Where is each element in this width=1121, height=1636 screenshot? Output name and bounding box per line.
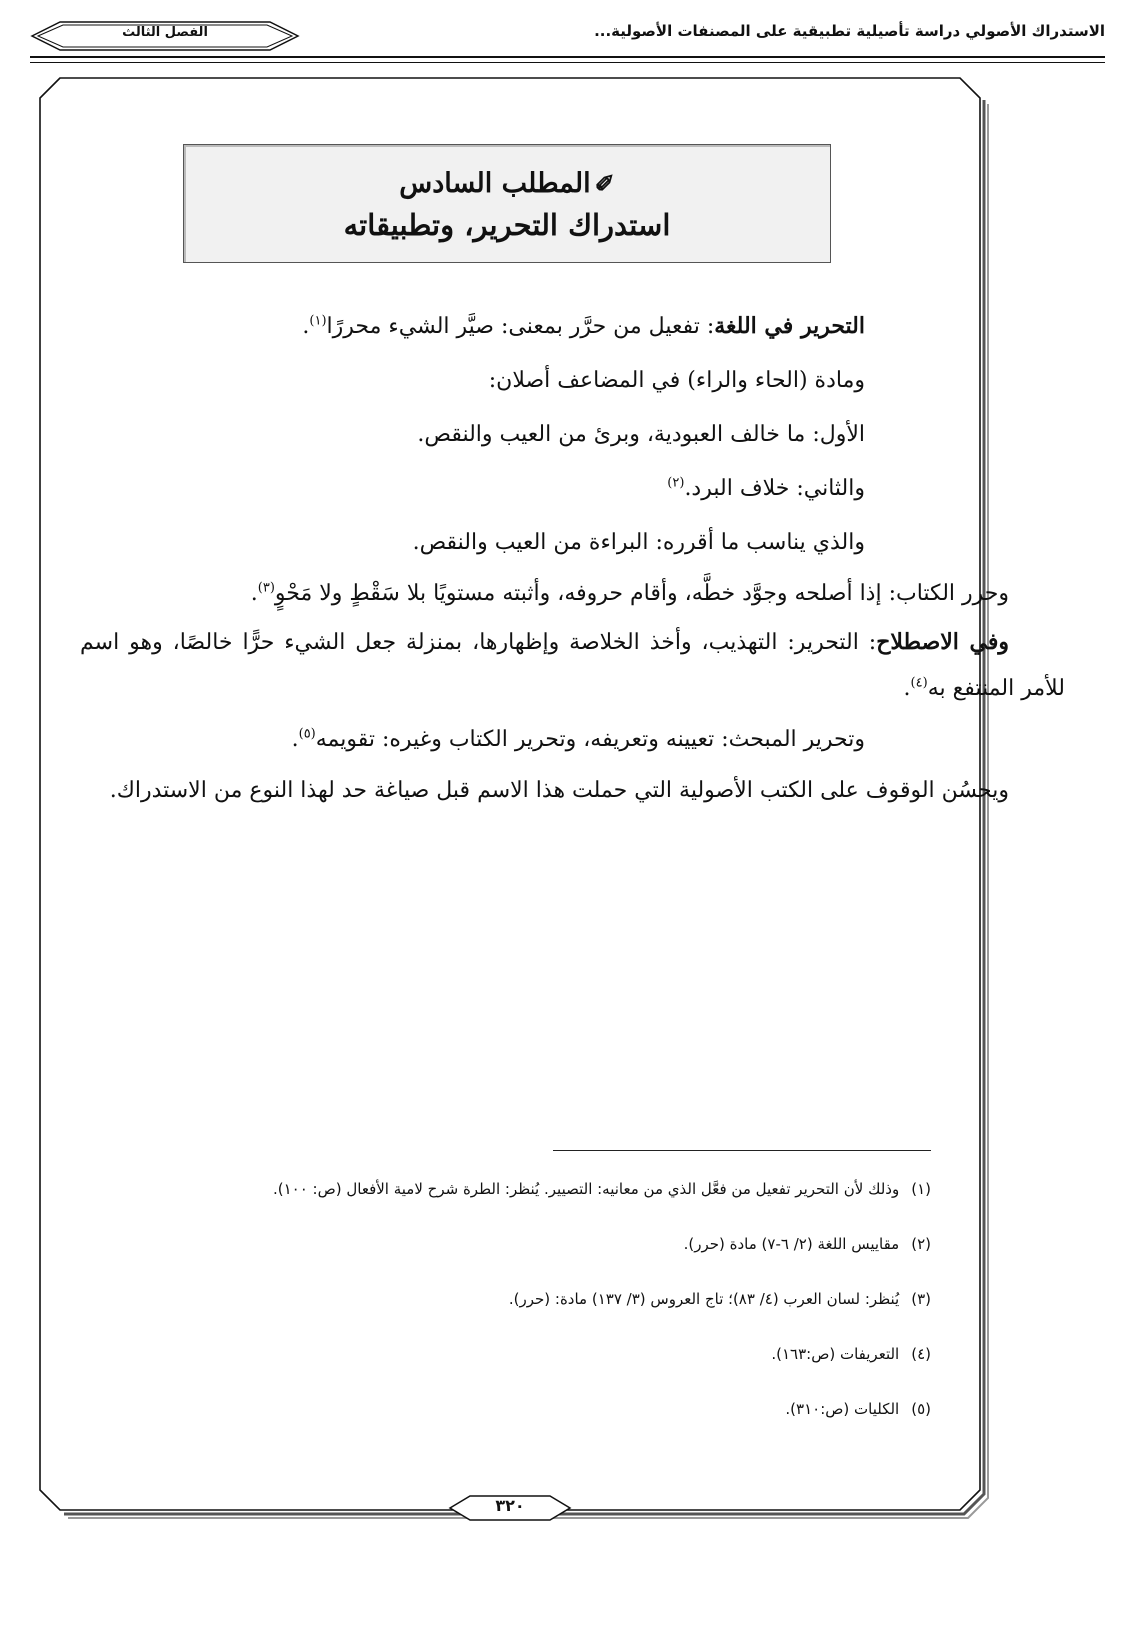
footnote-ref: (٢) xyxy=(667,475,685,491)
pencil-icon: ✐ xyxy=(594,169,615,198)
paragraph-text: : تفعيل من حرَّر بمعنى: صيَّر الشيء محررًا xyxy=(326,314,715,339)
footnote-number: (٤) xyxy=(911,1345,931,1363)
paragraph xyxy=(80,571,1065,617)
footnote-ref: (٤) xyxy=(910,675,928,691)
footnote-text: التعريفات (ص:١٦٣). xyxy=(771,1345,900,1363)
paragraph-text: والثاني: خلاف البرد. xyxy=(684,476,865,501)
footnote-ref: (١) xyxy=(309,313,327,329)
period: . xyxy=(302,314,310,339)
period: . xyxy=(903,676,911,701)
paragraph-text: وحرر الكتاب: إذا أصلحه وجوَّد خطَّه، وأقام حروفه، وأثبته مستويًا بلا سَقْطٍ ولا مَحْوٍ xyxy=(274,581,1009,606)
body-text xyxy=(80,300,1065,814)
period: . xyxy=(291,727,299,752)
paragraph xyxy=(80,619,1065,712)
paragraph xyxy=(80,714,921,766)
footnote-text: الكليات (ص:٣١٠). xyxy=(785,1400,900,1418)
footnote xyxy=(80,1231,931,1258)
page-number: ٣٢٠ xyxy=(495,1496,525,1515)
page-number-badge xyxy=(448,1493,572,1523)
term-heading: التحرير في اللغة xyxy=(714,313,865,339)
footnote-number: (٢) xyxy=(911,1235,931,1253)
period: . xyxy=(250,581,258,606)
footnote-ref: (٥) xyxy=(298,726,316,742)
section-title-line2: استدراك التحرير، وتطبيقاته xyxy=(343,208,671,242)
footnote-number: (١) xyxy=(911,1180,931,1198)
footnote-number: (٥) xyxy=(911,1400,931,1418)
footnote-separator xyxy=(553,1150,931,1151)
section-number: المطلب السادس xyxy=(399,168,591,199)
footnotes xyxy=(80,1176,931,1451)
paragraph xyxy=(80,300,921,353)
paragraph-text: وتحرير المبحث: تعيينه وتعريفه، وتحرير الكتاب وغيره: تقويمه xyxy=(315,727,865,752)
book-title: الاستدراك الأصولي دراسة تأصيلية تطبيقية على المصنفات الأصولية... xyxy=(594,22,1105,40)
term-heading: وفي الاصطلاح xyxy=(876,629,1009,655)
paragraph xyxy=(80,463,921,515)
paragraph: والذي يناسب ما أقرره: البراءة من العيب والنقص. xyxy=(412,530,865,555)
footnote-number: (٣) xyxy=(911,1290,931,1308)
footnote xyxy=(80,1341,931,1368)
paragraph: الأول: ما خالف العبودية، وبرئ من العيب والنقص. xyxy=(417,422,865,447)
footnote-text: مقاييس اللغة (٢/ ٦-٧) مادة (حرر). xyxy=(683,1235,900,1253)
footnote xyxy=(80,1176,931,1203)
footnote xyxy=(80,1286,931,1313)
footnote-text: وذلك لأن التحرير تفعيل من فعَّل الذي من معانيه: التصيير. يُنظر: الطرة شرح لامية الأفعال (ص: ١٠٠). xyxy=(272,1180,900,1198)
paragraph: ويحسُن الوقوف على الكتب الأصولية التي حملت هذا الاسم قبل صياغة حد لهذا النوع من الاستدراك. xyxy=(109,778,1009,803)
footnote-text: يُنظر: لسان العرب (٤/ ٨٣)؛ تاج العروس (٣/ ١٣٧) مادة: (حرر). xyxy=(508,1290,900,1308)
chapter-label: الفصل الثالث xyxy=(122,25,208,40)
footnote-ref: (٣) xyxy=(257,580,275,596)
section-title-box xyxy=(183,144,831,263)
section-title-line1 xyxy=(184,165,830,203)
footnote xyxy=(80,1396,931,1423)
paragraph-text: : التحرير: التهذيب، وأخذ الخلاصة وإظهارها، بمنزلة جعل الشيء حرًّا خالصًا، وهو اسم للأمر المنتفع به xyxy=(80,630,1065,701)
paragraph: ومادة (الحاء والراء) في المضاعف أصلان: xyxy=(488,368,865,393)
